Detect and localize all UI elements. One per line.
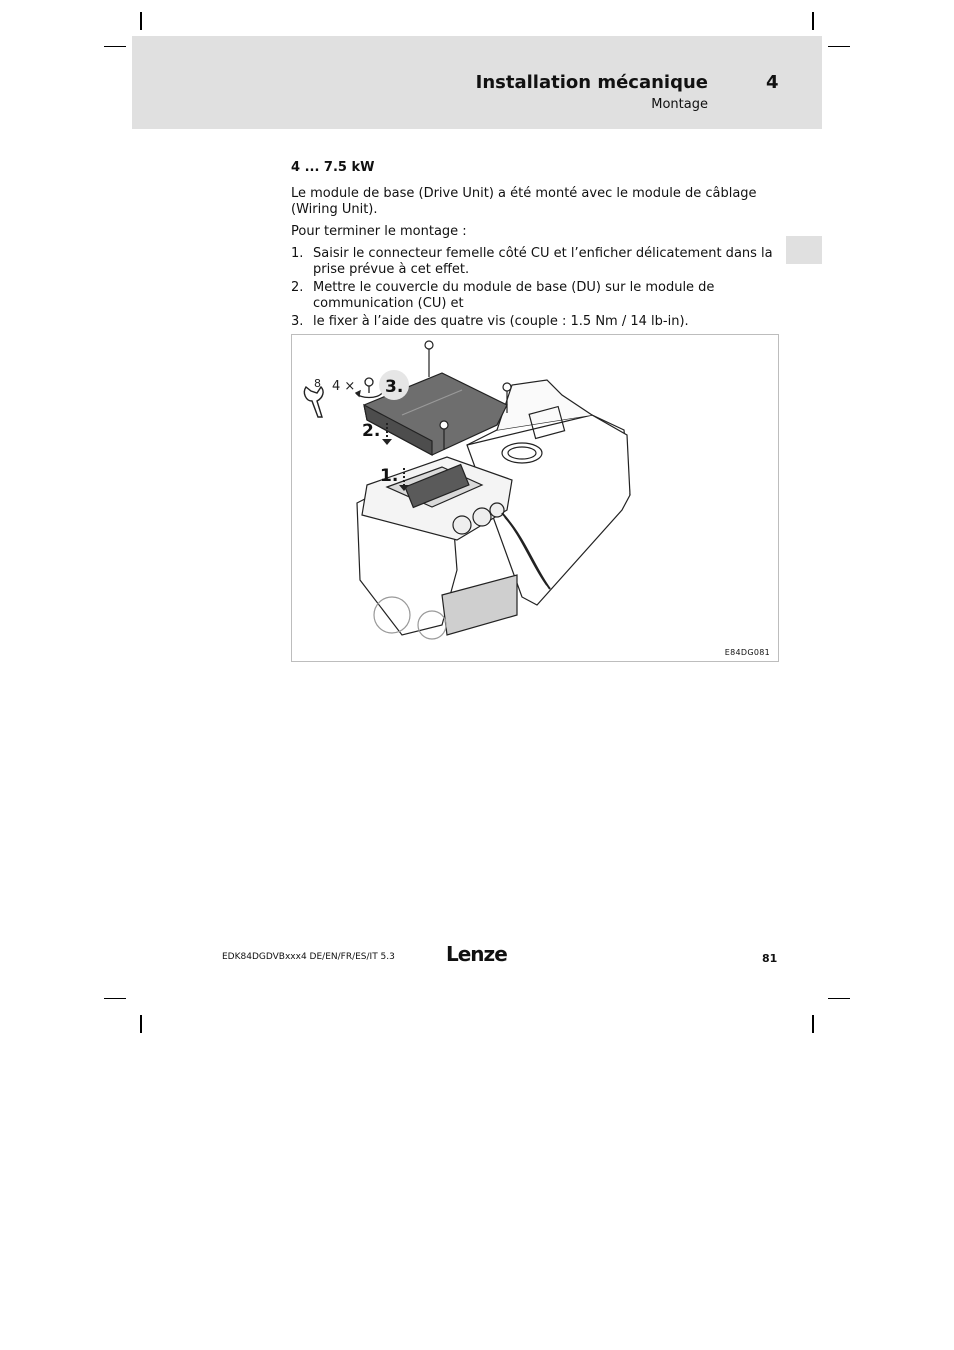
crop-mark	[140, 1015, 142, 1033]
lenze-logo: Lenze	[446, 942, 507, 966]
list-item	[291, 314, 781, 330]
page-number: 81	[762, 952, 778, 965]
list-item	[291, 280, 781, 312]
step-text: le fixer à l’aide des quatre vis (couple : 1.5 Nm / 14 lb-in).	[313, 314, 689, 329]
crop-mark	[828, 46, 850, 47]
step-number: 1.	[291, 246, 304, 261]
tool-size-label: 8	[314, 377, 321, 390]
chapter-side-tab	[786, 236, 822, 264]
figure-id: E84DG081	[724, 648, 770, 657]
step-number: 2.	[291, 280, 304, 295]
step-text: Saisir le connecteur femelle côté CU et l’enficher délicatement dans la prise prévue à cet effet.	[313, 246, 773, 277]
wrench-icon	[304, 387, 323, 417]
chapter-number: 4	[766, 72, 779, 93]
chapter-subtitle: Montage	[651, 97, 708, 112]
drive-cover	[364, 341, 511, 455]
assembly-drawing	[292, 335, 778, 661]
screw-rotation-icon	[356, 378, 382, 398]
crop-mark	[812, 12, 814, 30]
step-list	[291, 246, 781, 330]
screw-count-label: 4 ×	[332, 379, 356, 394]
section-heading: 4 ... 7.5 kW	[291, 160, 375, 175]
footer-doc-ref: EDK84DGDVBxxx4 DE/EN/FR/ES/IT 5.3	[222, 952, 395, 962]
list-item	[291, 246, 781, 278]
callout-3: 3.	[385, 377, 404, 397]
callout-2: 2.	[362, 421, 381, 441]
intro-paragraph: Le module de base (Drive Unit) a été monté avec le module de câblage (Wiring Unit).	[291, 186, 757, 217]
lead-paragraph: Pour terminer le montage :	[291, 224, 467, 239]
callout-1: 1.	[380, 466, 399, 486]
crop-mark	[140, 12, 142, 30]
crop-mark	[104, 46, 126, 47]
assembly-figure	[291, 334, 779, 662]
crop-mark	[104, 998, 126, 999]
insert-arrow-head	[382, 439, 392, 445]
crop-mark	[828, 998, 850, 999]
step-text: Mettre le couvercle du module de base (DU) sur le module de communication (CU) et	[313, 280, 715, 311]
main-content	[291, 160, 781, 332]
step-number: 3.	[291, 314, 304, 329]
crop-mark	[812, 1015, 814, 1033]
chapter-title: Installation mécanique	[475, 72, 708, 93]
